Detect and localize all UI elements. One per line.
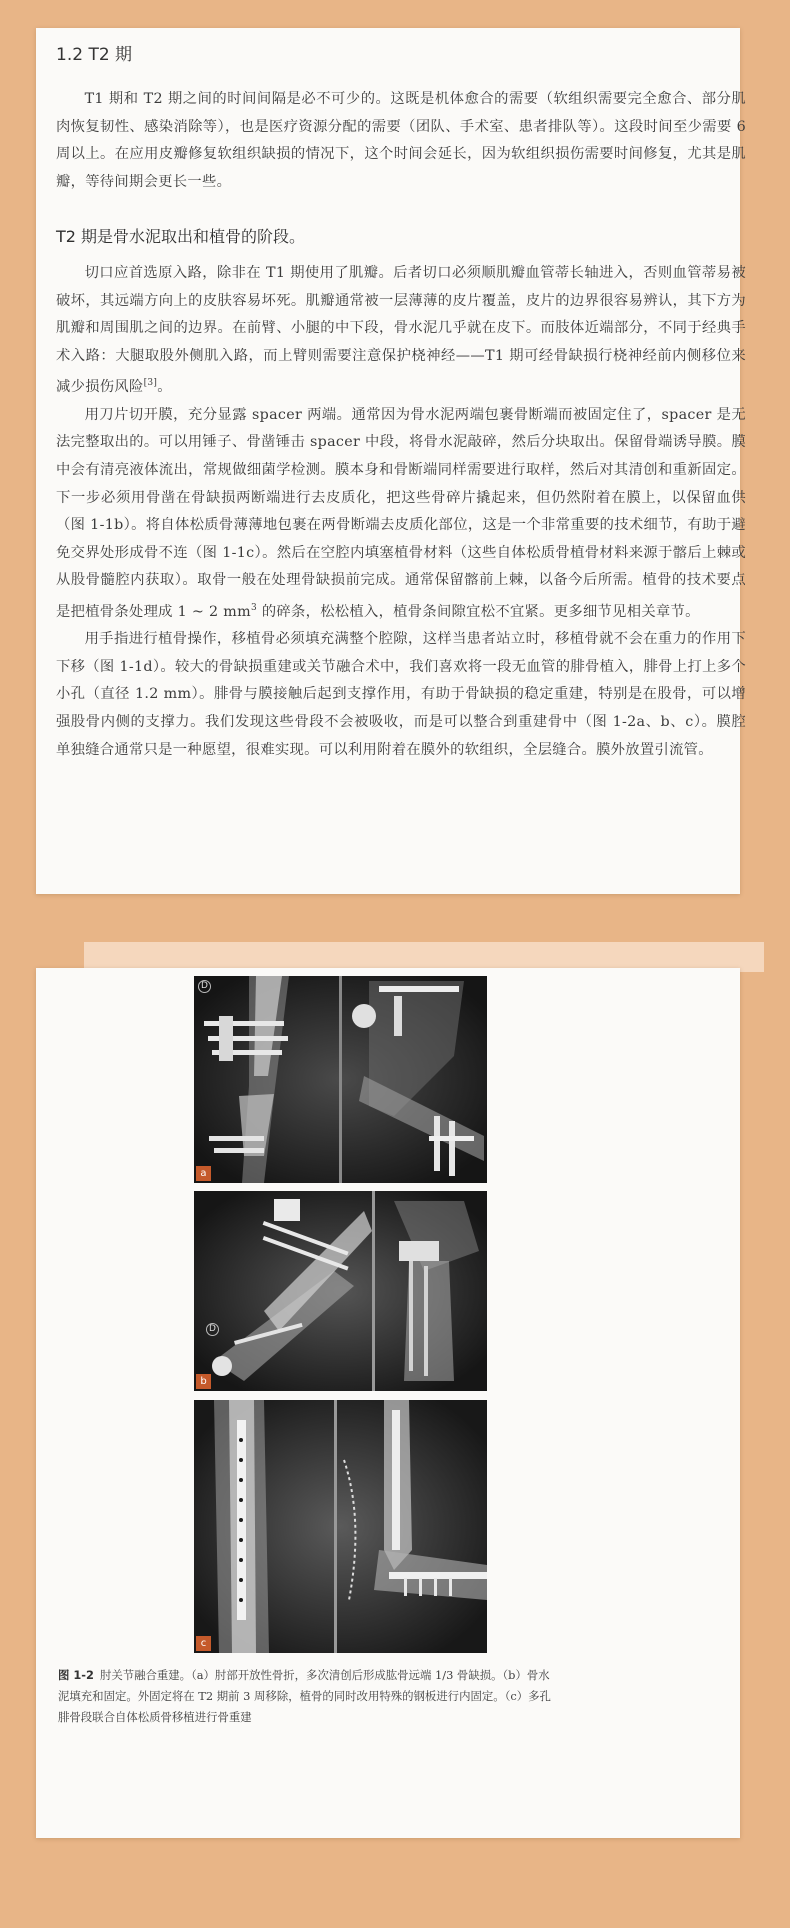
intro-paragraph: T1 期和 T2 期之间的时间间隔是必不可少的。这既是机体愈合的需要（软组织需要完全愈合、部分肌肉恢复韧性、感染消除等），也是医疗资源分配的需要（团队、手术室、患者排队等）。这段时间至少需要 6 周以上。在应用皮瓣修复软组织缺损的情况下，这个时间会延长，因为软组织损伤需要时间修复，尤其是肌瓣，等待间期会更长一些。 xyxy=(56,91,746,190)
panel-label-a: a xyxy=(196,1166,211,1181)
text-page xyxy=(36,28,746,894)
subheading: T2 期是骨水泥取出和植骨的阶段。 xyxy=(56,227,306,246)
xray-image-b xyxy=(194,1191,487,1391)
panel-label-b: b xyxy=(196,1374,211,1389)
radiograph-panel-a xyxy=(194,976,487,1183)
citation-ref[interactable]: [3] xyxy=(143,378,158,389)
paragraph-incision: 切口应首选原入路，除非在 T1 期使用了肌瓣。后者切口必须顺肌瓣血管蒂长轴进入，否则血管蒂易被破坏，其远端方向上的皮肤容易坏死。肌瓣通常被一层薄薄的皮片覆盖，皮片的边界很容易辨认，其下方为肌瓣和周围肌之间的边界。在前臂、小腿的中下段，骨水泥几乎就在皮下。而肢体近端部分，不同于经典手术入路：大腿取股外侧肌入路，而上臂则需要注意保护桡神经——T1 期可经骨缺损行桡神经前内侧移位来减少损伤风险[3]。 xyxy=(56,265,746,396)
radiograph-panel-b xyxy=(194,1191,487,1391)
main-text-block xyxy=(56,260,746,764)
figure-page xyxy=(36,968,740,1838)
xray-image-a xyxy=(194,976,487,1183)
xray-image-c xyxy=(194,1400,487,1653)
paragraph-spacer-removal: 用刀片切开膜，充分显露 spacer 两端。通常因为骨水泥两端包裹骨断端而被固定住了，spacer 是无法完整取出的。可以用锤子、骨凿锤击 spacer 中段，将骨水泥敲碎，然后分块取出。保留骨端诱导膜。膜中会有清亮液体流出，常规做细菌学检测。膜本身和骨断端同样需要进行取样，然后对其清创和重新固定。下一步必须用骨凿在骨缺损两断端进行去皮质化，把这些骨碎片撬起来，但仍然附着在膜上，以保留血供（图 1-1b）。将自体松质骨薄薄地包裹在两骨断端去皮质化部位，这是一个非常重要的技术细节，有助于避免交界处形成骨不连（图 1-1c）。然后在空腔内填塞植骨材料（这些自体松质骨植骨材料来源于髂后上棘或从股骨髓腔内获取）。取骨一般在处理骨缺损前完成。通常保留髂前上棘，以备今后所需。植骨的技术要点是把植骨条处理成 1 ~ 2 $mm^3$ 的碎条，松松植入，植骨条间隙宜松不宜紧。更多细节见相关章节。 xyxy=(56,406,746,620)
orientation-marker: D xyxy=(198,980,211,993)
radiograph-panel-c xyxy=(194,1400,487,1653)
figure-caption xyxy=(58,1665,558,1728)
orientation-marker: D xyxy=(206,1323,219,1336)
section-heading: 1.2 T2 期 xyxy=(56,45,133,65)
intro-block xyxy=(56,86,746,196)
paragraph-grafting: 用手指进行植骨操作，移植骨必须填充满整个腔隙，这样当患者站立时，移植骨就不会在重力的作用下下移（图 1-1d）。较大的骨缺损重建或关节融合术中，我们喜欢将一段无血管的腓骨植入，腓骨上打上多个小孔（直径 1.2 mm）。腓骨与膜接触后起到支撑作用，有助于骨缺损的稳定重建，特别是在股骨，可以增强股骨内侧的支撑力。我们发现这些骨段不会被吸收，而是可以整合到重建骨中（图 1-2a、b、c）。膜腔单独缝合通常只是一种愿望，很难实现。可以利用附着在膜外的软组织，全层缝合。膜外放置引流管。 xyxy=(56,631,746,758)
panel-label-c: c xyxy=(196,1636,211,1651)
caption-text: 肘关节融合重建。（a）肘部开放性骨折，多次清创后形成肱骨远端 1/3 骨缺损。（b）骨水泥填充和固定。外固定将在 T2 期前 3 周移除，植骨的同时改用特殊的钢板进行内固定。（c）多孔腓骨段联合自体松质骨移植进行骨重建 xyxy=(58,1668,551,1724)
caption-number: 图 1-2 xyxy=(58,1668,94,1682)
